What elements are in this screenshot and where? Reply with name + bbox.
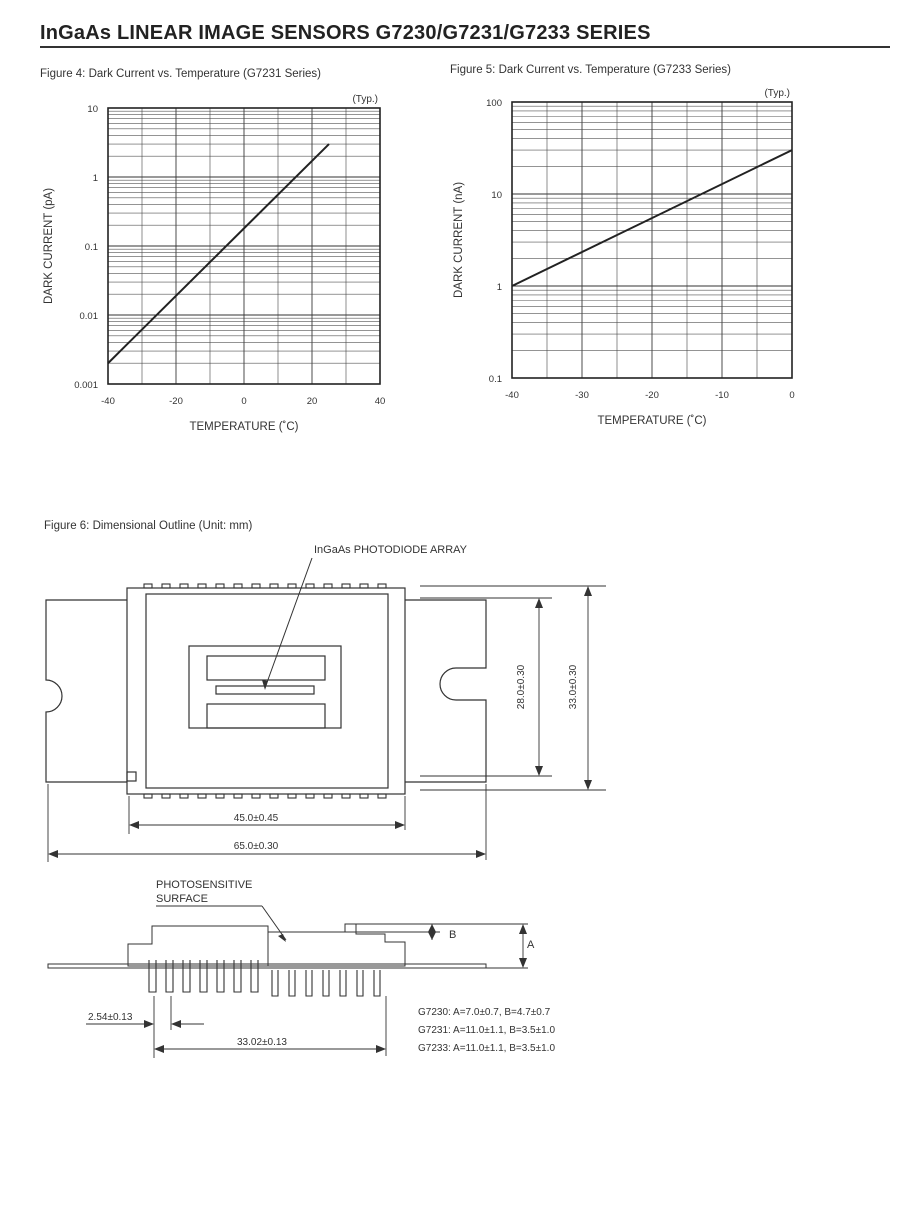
x-tick-label: -20 bbox=[169, 396, 183, 407]
y-tick-label: 10 bbox=[491, 190, 502, 201]
side-body bbox=[128, 924, 405, 966]
x-axis-label: TEMPERATURE (˚C) bbox=[597, 415, 707, 427]
left-flange bbox=[46, 600, 127, 782]
x-tick-label: -20 bbox=[645, 390, 659, 401]
right-flange bbox=[405, 600, 486, 782]
x-tick-label: -30 bbox=[575, 390, 589, 401]
figure5-caption: Figure 5: Dark Current vs. Temperature (G7233 Series) bbox=[450, 64, 732, 76]
y-tick-label: 0.1 bbox=[84, 242, 98, 253]
package-body bbox=[127, 588, 405, 794]
pitch-dim: 2.54±0.13 bbox=[88, 1012, 133, 1023]
dim-outer-height: 33.0±0.30 bbox=[568, 664, 579, 710]
figure5-chart bbox=[450, 80, 810, 440]
label-a: A bbox=[527, 939, 535, 951]
figure4-chart bbox=[40, 86, 400, 446]
y-tick-label: 0.1 bbox=[488, 374, 502, 385]
figure6-caption: Figure 6: Dimensional Outline (Unit: mm) bbox=[44, 520, 253, 532]
dimensional-outline bbox=[0, 530, 918, 1070]
note-g7230: G7230: A=7.0±0.7, B=4.7±0.7 bbox=[418, 1007, 551, 1018]
figure4-caption: Figure 4: Dark Current vs. Temperature (G7231 Series) bbox=[40, 68, 322, 80]
y-axis-label: DARK CURRENT (nA) bbox=[453, 181, 465, 299]
surface-label-line2: SURFACE bbox=[156, 893, 208, 905]
y-tick-label: 1 bbox=[92, 173, 98, 184]
x-tick-label: 0 bbox=[789, 390, 795, 401]
package-inner-frame bbox=[146, 594, 388, 788]
dim-inner-width: 45.0±0.45 bbox=[233, 813, 279, 824]
array-label: InGaAs PHOTODIODE ARRAY bbox=[314, 544, 468, 556]
y-tick-label: 100 bbox=[486, 98, 502, 109]
lower-cavity bbox=[207, 704, 325, 728]
y-axis-label: DARK CURRENT (pA) bbox=[43, 187, 55, 305]
dim-outer-width: 65.0±0.30 bbox=[233, 841, 279, 852]
label-b: B bbox=[449, 929, 457, 941]
x-tick-label: 40 bbox=[374, 396, 386, 407]
pin-span-dim: 33.02±0.13 bbox=[237, 1037, 287, 1048]
x-tick-label: -40 bbox=[101, 396, 115, 407]
y-tick-label: 0.001 bbox=[74, 380, 98, 391]
typ-label: (Typ.) bbox=[764, 88, 790, 99]
x-axis-label: TEMPERATURE (˚C) bbox=[189, 421, 299, 433]
x-tick-label: -10 bbox=[715, 390, 729, 401]
y-tick-label: 1 bbox=[496, 282, 502, 293]
x-tick-label: -40 bbox=[505, 390, 519, 401]
page-title: InGaAs LINEAR IMAGE SENSORS G7230/G7231/G7233 SERIES bbox=[40, 22, 651, 44]
y-tick-label: 10 bbox=[87, 104, 98, 115]
surface-label-line1: PHOTOSENSITIVE bbox=[156, 879, 253, 891]
title-rule bbox=[40, 46, 890, 48]
upper-cavity bbox=[207, 656, 325, 680]
y-tick-label: 0.01 bbox=[79, 311, 98, 322]
side-pins bbox=[149, 960, 380, 996]
typ-label: (Typ.) bbox=[352, 94, 378, 105]
pin1-marker bbox=[127, 772, 136, 781]
note-g7233: G7233: A=11.0±1.1, B=3.5±1.0 bbox=[418, 1043, 556, 1054]
x-tick-label: 0 bbox=[241, 396, 247, 407]
note-g7231: G7231: A=11.0±1.1, B=3.5±1.0 bbox=[418, 1025, 556, 1036]
dim-inner-height: 28.0±0.30 bbox=[516, 664, 527, 710]
x-tick-label: 20 bbox=[306, 396, 318, 407]
